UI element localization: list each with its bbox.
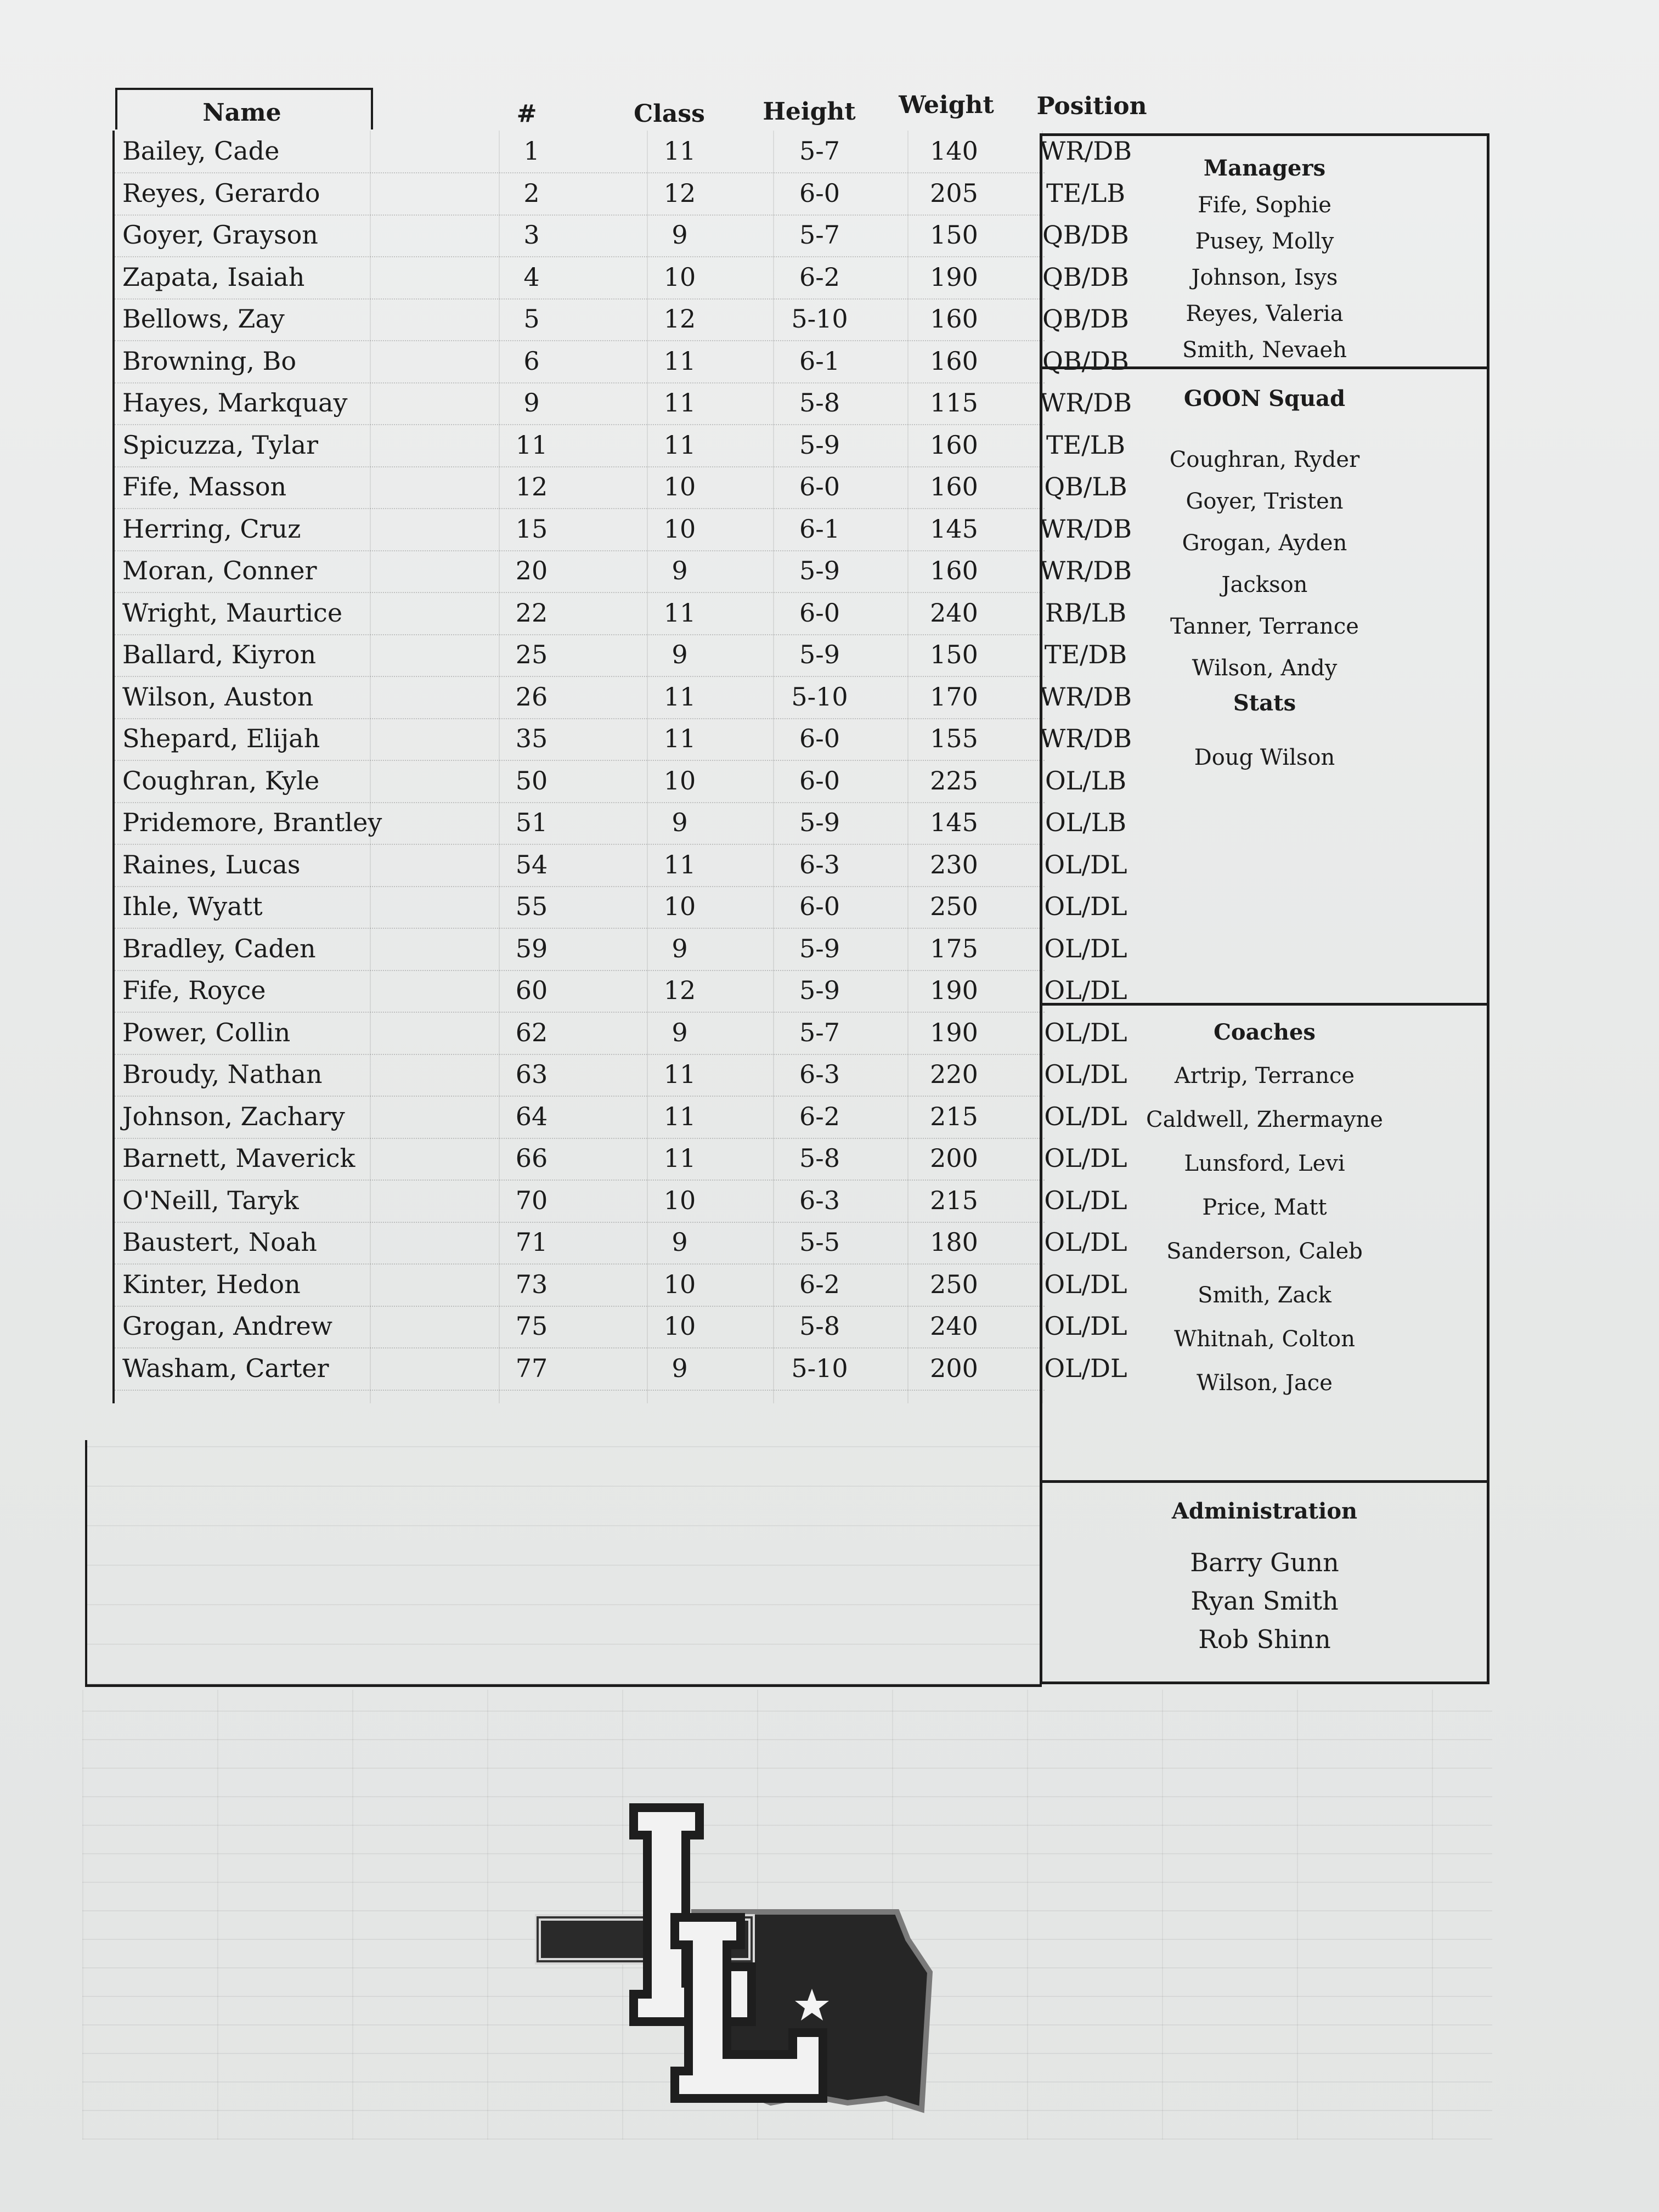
staff-member: Smith, Nevaeh bbox=[1182, 337, 1347, 363]
player-class: 9 bbox=[672, 556, 688, 585]
table-row bbox=[115, 760, 1127, 803]
player-class: 12 bbox=[663, 975, 696, 1005]
staff-member: Lunsford, Levi bbox=[1184, 1151, 1345, 1176]
table-row bbox=[115, 173, 1126, 216]
goon-squad-section bbox=[1042, 369, 1487, 681]
staff-member: Wilson, Jace bbox=[1197, 1370, 1333, 1396]
player-class: 11 bbox=[663, 1101, 696, 1131]
administration-title: Administration bbox=[1171, 1498, 1358, 1524]
staff-member: Ryan Smith bbox=[1190, 1586, 1339, 1616]
player-name: Pridemore, Brantley bbox=[122, 808, 382, 837]
player-position: OL/DL bbox=[1044, 975, 1127, 1005]
player-position: OL/DL bbox=[1044, 1353, 1127, 1383]
player-height: 6-3 bbox=[799, 1059, 840, 1089]
player-name: Coughran, Kyle bbox=[122, 765, 320, 795]
player-name: Browning, Bo bbox=[122, 346, 297, 376]
staff-member: Artrip, Terrance bbox=[1174, 1063, 1355, 1088]
player-number: 1 bbox=[523, 136, 540, 166]
player-weight: 160 bbox=[930, 346, 978, 376]
player-number: 75 bbox=[515, 1311, 548, 1341]
player-weight: 160 bbox=[930, 472, 978, 501]
player-number: 35 bbox=[515, 724, 548, 753]
staff-member: Jackson bbox=[1221, 572, 1308, 597]
player-weight: 190 bbox=[930, 975, 978, 1005]
table-row bbox=[115, 466, 1127, 509]
player-height: 5-9 bbox=[799, 556, 840, 585]
header-height: Height bbox=[763, 98, 856, 126]
player-class: 11 bbox=[663, 681, 696, 712]
player-height: 6-0 bbox=[799, 597, 840, 628]
header-position: Position bbox=[1036, 92, 1147, 120]
player-name: Fife, Masson bbox=[122, 472, 287, 501]
table-row bbox=[115, 844, 1127, 887]
player-weight: 170 bbox=[930, 681, 978, 712]
staff-member: Pusey, Molly bbox=[1195, 229, 1334, 254]
player-number: 63 bbox=[515, 1059, 548, 1089]
table-row bbox=[115, 592, 1127, 635]
player-position: OL/DL bbox=[1044, 1017, 1127, 1047]
player-position: OL/DL bbox=[1044, 1227, 1127, 1257]
table-row bbox=[115, 1180, 1127, 1223]
player-position: WR/DB bbox=[1039, 136, 1132, 166]
player-number: 20 bbox=[515, 556, 548, 585]
player-weight: 180 bbox=[930, 1227, 978, 1257]
player-name: Kinter, Hedon bbox=[122, 1269, 301, 1299]
player-class: 10 bbox=[663, 765, 696, 795]
staff-member: Barry Gunn bbox=[1190, 1548, 1339, 1577]
player-number: 15 bbox=[515, 514, 548, 544]
player-height: 5-7 bbox=[799, 136, 840, 166]
player-height: 6-0 bbox=[799, 724, 840, 753]
player-position: QB/DB bbox=[1042, 346, 1129, 376]
player-weight: 250 bbox=[930, 1269, 978, 1299]
player-name: Barnett, Maverick bbox=[122, 1143, 356, 1173]
player-position: QB/DB bbox=[1042, 220, 1129, 250]
table-row bbox=[115, 802, 1127, 845]
table-row bbox=[115, 928, 1127, 971]
header-class: Class bbox=[634, 100, 705, 128]
table-row bbox=[115, 1222, 1127, 1265]
player-position: TE/LB bbox=[1046, 178, 1126, 208]
player-class: 11 bbox=[663, 1059, 696, 1089]
table-row bbox=[115, 382, 1132, 425]
player-number: 66 bbox=[515, 1143, 548, 1173]
player-number: 2 bbox=[523, 178, 540, 208]
staff-member: Coughran, Ryder bbox=[1169, 447, 1360, 472]
player-class: 10 bbox=[663, 514, 696, 544]
player-number: 55 bbox=[515, 891, 548, 921]
staff-member: Whitnah, Colton bbox=[1174, 1327, 1355, 1352]
player-name: O'Neill, Taryk bbox=[122, 1185, 299, 1215]
player-class: 9 bbox=[672, 640, 688, 669]
player-class: 11 bbox=[663, 430, 696, 460]
player-position: TE/LB bbox=[1046, 430, 1126, 460]
player-class: 10 bbox=[663, 1185, 696, 1215]
player-number: 11 bbox=[515, 430, 548, 460]
player-class: 10 bbox=[663, 1269, 696, 1299]
player-position: WR/DB bbox=[1039, 724, 1132, 753]
player-name: Goyer, Grayson bbox=[122, 220, 318, 250]
coaches-section bbox=[1042, 1006, 1487, 1483]
coaches-title: Coaches bbox=[1214, 1019, 1316, 1045]
player-height: 5-8 bbox=[799, 1143, 840, 1173]
player-number: 51 bbox=[515, 808, 548, 837]
player-number: 70 bbox=[515, 1185, 548, 1215]
player-class: 9 bbox=[672, 1353, 688, 1383]
player-position: QB/DB bbox=[1042, 304, 1129, 334]
player-number: 54 bbox=[515, 849, 548, 879]
player-class: 11 bbox=[663, 724, 696, 753]
player-height: 5-10 bbox=[791, 1353, 848, 1383]
player-number: 62 bbox=[515, 1017, 548, 1047]
player-height: 6-2 bbox=[799, 262, 840, 292]
player-position: WR/DB bbox=[1039, 514, 1132, 544]
player-height: 6-0 bbox=[799, 178, 840, 208]
player-height: 5-8 bbox=[799, 1311, 840, 1341]
player-height: 6-0 bbox=[799, 472, 840, 501]
player-weight: 205 bbox=[930, 178, 978, 208]
player-class: 12 bbox=[663, 304, 696, 334]
player-position: QB/DB bbox=[1042, 262, 1129, 292]
player-name: Ihle, Wyatt bbox=[122, 891, 263, 921]
player-height: 6-0 bbox=[799, 765, 840, 795]
roster-header bbox=[115, 88, 1147, 129]
table-row bbox=[115, 886, 1127, 929]
staff-member: Price, Matt bbox=[1202, 1195, 1327, 1220]
player-number: 25 bbox=[515, 640, 548, 669]
empty-roster-block bbox=[85, 1440, 1042, 1687]
player-number: 59 bbox=[515, 933, 548, 963]
player-weight: 215 bbox=[930, 1101, 978, 1131]
staff-member: Johnson, Isys bbox=[1191, 265, 1338, 290]
player-number: 60 bbox=[515, 975, 548, 1005]
player-height: 5-7 bbox=[799, 220, 840, 250]
player-weight: 215 bbox=[930, 1185, 978, 1215]
player-class: 11 bbox=[663, 597, 696, 628]
goon-squad-title: GOON Squad bbox=[1183, 386, 1346, 411]
player-position: OL/DL bbox=[1044, 1143, 1127, 1173]
player-height: 5-9 bbox=[799, 933, 840, 963]
player-number: 64 bbox=[515, 1101, 548, 1131]
player-position: QB/LB bbox=[1044, 472, 1127, 501]
player-height: 6-3 bbox=[799, 849, 840, 879]
player-name: Power, Collin bbox=[122, 1017, 291, 1047]
player-number: 71 bbox=[515, 1227, 548, 1257]
player-position: RB/LB bbox=[1045, 597, 1127, 628]
player-name: Broudy, Nathan bbox=[122, 1059, 323, 1089]
player-name: Johnson, Zachary bbox=[122, 1101, 345, 1131]
administration-section bbox=[1042, 1483, 1487, 1680]
managers-title: Managers bbox=[1203, 155, 1326, 181]
staff-member: Goyer, Tristen bbox=[1186, 489, 1344, 514]
table-row bbox=[115, 1012, 1127, 1055]
player-height: 5-9 bbox=[799, 430, 840, 460]
player-position: OL/DL bbox=[1044, 891, 1127, 921]
staff-panel bbox=[1040, 133, 1489, 1684]
player-class: 11 bbox=[663, 849, 696, 879]
player-name: Herring, Cruz bbox=[122, 514, 301, 544]
player-number: 4 bbox=[523, 262, 540, 292]
player-class: 11 bbox=[663, 136, 696, 166]
player-height: 5-9 bbox=[799, 808, 840, 837]
player-name: Bailey, Cade bbox=[122, 136, 280, 166]
player-number: 50 bbox=[515, 765, 548, 795]
player-class: 10 bbox=[663, 472, 696, 501]
player-class: 10 bbox=[663, 891, 696, 921]
player-height: 5-7 bbox=[799, 1017, 840, 1047]
header-weight: Weight bbox=[899, 91, 994, 119]
player-weight: 160 bbox=[930, 304, 978, 334]
player-weight: 145 bbox=[930, 808, 978, 837]
roster-table bbox=[112, 131, 1132, 1403]
table-row bbox=[115, 257, 1129, 300]
player-number: 3 bbox=[523, 220, 540, 250]
player-weight: 190 bbox=[930, 262, 978, 292]
player-number: 6 bbox=[523, 346, 540, 376]
player-position: WR/DB bbox=[1039, 388, 1132, 417]
table-row bbox=[115, 1138, 1127, 1181]
player-weight: 250 bbox=[930, 891, 978, 921]
player-weight: 140 bbox=[930, 136, 978, 166]
table-row bbox=[115, 1306, 1127, 1348]
staff-member: Sanderson, Caleb bbox=[1166, 1239, 1363, 1264]
player-position: OL/DL bbox=[1044, 1185, 1127, 1215]
player-height: 6-0 bbox=[799, 891, 840, 921]
player-height: 6-2 bbox=[799, 1101, 840, 1131]
player-position: OL/DL bbox=[1044, 849, 1127, 879]
player-class: 9 bbox=[672, 808, 688, 837]
player-height: 6-2 bbox=[799, 1269, 840, 1299]
player-weight: 150 bbox=[930, 640, 978, 669]
player-position: OL/DL bbox=[1044, 1269, 1127, 1299]
player-class: 11 bbox=[663, 1143, 696, 1173]
player-position: OL/DL bbox=[1044, 1059, 1127, 1089]
table-row bbox=[115, 718, 1132, 761]
table-row bbox=[115, 298, 1129, 341]
player-weight: 220 bbox=[930, 1059, 978, 1089]
player-class: 9 bbox=[672, 220, 688, 250]
table-row bbox=[115, 131, 1132, 173]
player-weight: 155 bbox=[930, 724, 978, 753]
player-weight: 230 bbox=[930, 849, 978, 879]
player-position: OL/LB bbox=[1045, 808, 1127, 837]
player-height: 5-10 bbox=[791, 681, 848, 712]
player-name: Zapata, Isaiah bbox=[122, 262, 305, 292]
player-class: 9 bbox=[672, 1227, 688, 1257]
player-class: 11 bbox=[663, 388, 696, 417]
stats-title: Stats bbox=[1233, 690, 1296, 716]
player-position: OL/DL bbox=[1044, 1311, 1127, 1341]
table-row bbox=[115, 1096, 1127, 1139]
player-height: 6-1 bbox=[799, 346, 840, 376]
player-number: 22 bbox=[515, 597, 548, 628]
staff-member: Rob Shinn bbox=[1198, 1624, 1331, 1654]
player-name: Moran, Conner bbox=[122, 556, 317, 585]
table-row bbox=[115, 1054, 1127, 1097]
header-name: Name bbox=[202, 99, 281, 127]
player-weight: 200 bbox=[930, 1143, 978, 1173]
player-name: Hayes, Markquay bbox=[122, 388, 348, 417]
staff-member: Tanner, Terrance bbox=[1170, 614, 1359, 639]
player-weight: 160 bbox=[930, 556, 978, 585]
player-height: 5-9 bbox=[799, 640, 840, 669]
table-row bbox=[115, 550, 1132, 593]
player-weight: 160 bbox=[930, 430, 978, 460]
player-weight: 190 bbox=[930, 1017, 978, 1047]
player-name: Baustert, Noah bbox=[122, 1227, 317, 1257]
player-name: Grogan, Andrew bbox=[122, 1311, 333, 1341]
staff-member: Doug Wilson bbox=[1194, 745, 1335, 770]
player-name: Raines, Lucas bbox=[122, 849, 301, 879]
player-weight: 200 bbox=[930, 1353, 978, 1383]
player-position: OL/LB bbox=[1045, 765, 1127, 795]
player-name: Shepard, Elijah bbox=[122, 724, 320, 753]
table-row bbox=[115, 634, 1127, 677]
table-row bbox=[115, 970, 1127, 1013]
staff-member: Reyes, Valeria bbox=[1186, 301, 1344, 326]
staff-member: Wilson, Andy bbox=[1192, 656, 1338, 681]
player-height: 5-9 bbox=[799, 975, 840, 1005]
staff-member: Caldwell, Zhermayne bbox=[1146, 1107, 1383, 1132]
player-position: WR/DB bbox=[1039, 681, 1132, 712]
managers-section bbox=[1042, 136, 1487, 369]
player-weight: 240 bbox=[930, 597, 978, 628]
player-weight: 150 bbox=[930, 220, 978, 250]
player-number: 26 bbox=[515, 681, 548, 712]
player-number: 73 bbox=[515, 1269, 548, 1299]
player-number: 12 bbox=[515, 472, 548, 501]
player-class: 10 bbox=[663, 1311, 696, 1341]
player-name: Bradley, Caden bbox=[122, 933, 316, 963]
player-weight: 145 bbox=[930, 514, 978, 544]
table-row bbox=[115, 509, 1132, 551]
player-weight: 115 bbox=[930, 388, 978, 417]
player-name: Wright, Maurtice bbox=[122, 597, 343, 628]
staff-member: Fife, Sophie bbox=[1198, 193, 1331, 218]
player-height: 6-3 bbox=[799, 1185, 840, 1215]
player-number: 9 bbox=[523, 388, 540, 417]
table-row bbox=[115, 425, 1126, 467]
player-name: Wilson, Auston bbox=[122, 681, 314, 712]
header-number: # bbox=[516, 100, 537, 128]
stats-section bbox=[1042, 676, 1487, 1006]
table-row bbox=[115, 1348, 1127, 1391]
player-name: Bellows, Zay bbox=[122, 304, 285, 334]
player-position: TE/DB bbox=[1044, 640, 1127, 669]
player-height: 5-8 bbox=[799, 388, 840, 417]
player-weight: 175 bbox=[930, 933, 978, 963]
player-weight: 240 bbox=[930, 1311, 978, 1341]
staff-member: Smith, Zack bbox=[1198, 1283, 1331, 1308]
player-class: 10 bbox=[663, 262, 696, 292]
table-row bbox=[115, 215, 1129, 257]
player-name: Reyes, Gerardo bbox=[122, 178, 320, 208]
player-name: Ballard, Kiyron bbox=[122, 640, 317, 669]
player-weight: 225 bbox=[930, 765, 978, 795]
player-number: 77 bbox=[515, 1353, 548, 1383]
table-row bbox=[115, 341, 1129, 383]
player-position: OL/DL bbox=[1044, 1101, 1127, 1131]
player-height: 6-1 bbox=[799, 514, 840, 544]
player-position: OL/DL bbox=[1044, 933, 1127, 963]
player-class: 11 bbox=[663, 346, 696, 376]
table-row bbox=[115, 1264, 1127, 1307]
player-class: 9 bbox=[672, 1017, 688, 1047]
player-class: 12 bbox=[663, 178, 696, 208]
player-height: 5-10 bbox=[791, 304, 848, 334]
table-row bbox=[115, 676, 1132, 719]
staff-member: Grogan, Ayden bbox=[1182, 531, 1347, 556]
player-class: 9 bbox=[672, 933, 688, 963]
player-position: WR/DB bbox=[1039, 556, 1132, 585]
player-name: Washam, Carter bbox=[122, 1353, 329, 1383]
school-logo-icon bbox=[535, 1802, 941, 2120]
player-height: 5-5 bbox=[799, 1227, 840, 1257]
player-name: Spicuzza, Tylar bbox=[122, 430, 318, 460]
player-number: 5 bbox=[523, 304, 540, 334]
player-name: Fife, Royce bbox=[122, 975, 266, 1005]
